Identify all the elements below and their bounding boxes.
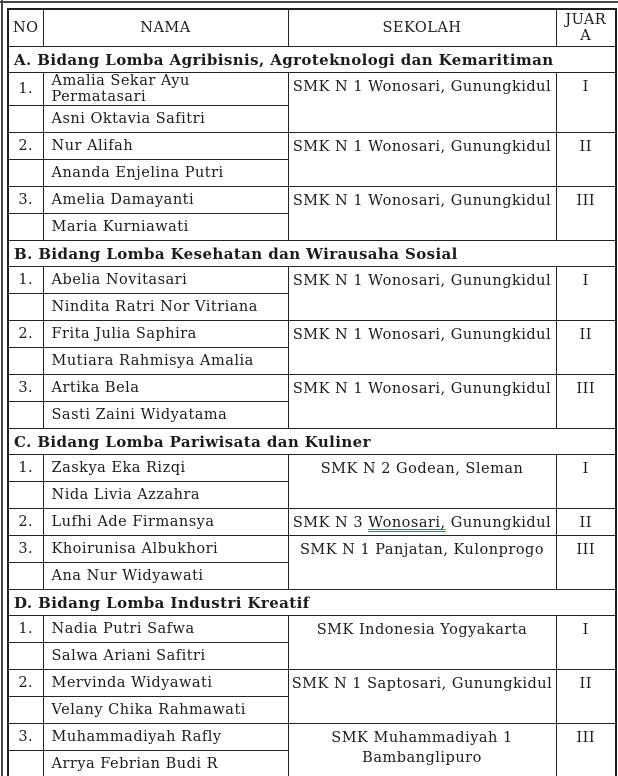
school-cell xyxy=(288,670,556,724)
school-cell xyxy=(288,375,556,429)
no-cell xyxy=(8,348,43,375)
name-cell: Maria Kurniawati xyxy=(43,214,288,241)
name-cell: Ana Nur Widyawati xyxy=(43,563,288,590)
name-cell: Zaskya Eka Rizqi xyxy=(43,455,288,482)
winner-row xyxy=(8,536,616,563)
section-title: C. Bidang Lomba Pariwisata dan Kuliner xyxy=(8,429,616,455)
school-text: SMK N 1 Saptosari, Gunungkidul xyxy=(291,676,553,692)
section-row xyxy=(8,590,616,616)
school-cell xyxy=(288,536,556,590)
school-cell xyxy=(288,187,556,241)
school-text: SMK N 1 Wonosari, Gunungkidul xyxy=(292,79,552,95)
no-cell: 2. xyxy=(8,133,43,160)
no-cell: 3. xyxy=(8,724,43,751)
section-row xyxy=(8,429,616,455)
juara-cell: I xyxy=(556,73,616,133)
school-text: SMK N 3 xyxy=(292,515,369,531)
juara-cell: I xyxy=(556,455,616,509)
name-cell: Artika Bela xyxy=(43,375,288,402)
winner-row xyxy=(8,724,616,751)
table-header-row xyxy=(8,9,616,47)
no-cell: 1. xyxy=(8,73,43,106)
winner-row xyxy=(8,321,616,348)
grammar-marked-word: Wonosari, xyxy=(368,515,446,531)
name-cell: Ananda Enjelina Putri xyxy=(43,160,288,187)
name-cell: Salwa Ariani Safitri xyxy=(43,643,288,670)
juara-cell: III xyxy=(556,724,616,776)
juara-cell: III xyxy=(556,187,616,241)
section-title: A. Bidang Lomba Agribisnis, Agroteknologi dan Kemaritiman xyxy=(8,47,616,73)
no-cell xyxy=(8,160,43,187)
no-cell: 2. xyxy=(8,321,43,348)
winner-row xyxy=(8,375,616,402)
name-cell: Nindita Ratri Nor Vitriana xyxy=(43,294,288,321)
winner-row xyxy=(8,509,616,536)
name-cell: Nida Livia Azzahra xyxy=(43,482,288,509)
school-cell xyxy=(288,73,556,133)
school-cell xyxy=(288,509,556,536)
name-cell: Khoirunisa Albukhori xyxy=(43,536,288,563)
column-header-label: A xyxy=(580,28,592,44)
school-text: SMK N 1 Wonosari, Gunungkidul xyxy=(292,273,552,289)
school-text: Bambanglipuro xyxy=(362,750,482,766)
page-frame-top-line xyxy=(0,1,618,3)
column-header-label: SEKOLAH xyxy=(382,20,462,36)
juara-cell: I xyxy=(556,267,616,321)
school-cell xyxy=(288,455,556,509)
no-cell: 1. xyxy=(8,455,43,482)
name-cell: Lufhi Ade Firmansya xyxy=(43,509,288,536)
winner-row xyxy=(8,616,616,643)
school-text: Gunungkidul xyxy=(445,515,552,531)
no-cell: 1. xyxy=(8,267,43,294)
column-header-label: NAMA xyxy=(140,20,191,36)
name-cell: Asni Oktavia Safitri xyxy=(43,106,288,133)
column-header-juara xyxy=(556,9,616,47)
no-cell: 3. xyxy=(8,187,43,214)
name-cell: Mervinda Widyawati xyxy=(43,670,288,697)
school-text: SMK N 1 Wonosari, Gunungkidul xyxy=(292,327,552,343)
no-cell xyxy=(8,751,43,776)
name-cell: Amalia Sekar Ayu Permatasari xyxy=(43,73,288,106)
name-cell: Sasti Zaini Widyatama xyxy=(43,402,288,429)
school-cell xyxy=(288,321,556,375)
section-title: D. Bidang Lomba Industri Kreatif xyxy=(8,590,616,616)
table-head xyxy=(8,9,616,47)
no-cell xyxy=(8,697,43,724)
section-row xyxy=(8,241,616,267)
no-cell xyxy=(8,402,43,429)
juara-cell: II xyxy=(556,321,616,375)
no-cell xyxy=(8,482,43,509)
column-header-label: NO xyxy=(12,20,39,36)
column-header-no xyxy=(8,9,43,47)
school-cell xyxy=(288,133,556,187)
school-text: SMK N 1 Panjatan, Kulonprogo xyxy=(299,542,545,558)
name-cell: Frita Julia Saphira xyxy=(43,321,288,348)
no-cell: 2. xyxy=(8,670,43,697)
juara-cell: II xyxy=(556,133,616,187)
name-cell: Muhammadiyah Rafly xyxy=(43,724,288,751)
school-text: SMK N 2 Godean, Sleman xyxy=(320,461,524,477)
winner-row xyxy=(8,670,616,697)
school-cell xyxy=(288,616,556,670)
section-title: B. Bidang Lomba Kesehatan dan Wirausaha Sosial xyxy=(8,241,616,267)
no-cell xyxy=(8,643,43,670)
no-cell: 3. xyxy=(8,375,43,402)
juara-cell: III xyxy=(556,536,616,590)
results-table xyxy=(7,8,617,776)
school-text: SMK N 1 Wonosari, Gunungkidul xyxy=(292,139,552,155)
name-cell: Nadia Putri Safwa xyxy=(43,616,288,643)
winner-row xyxy=(8,267,616,294)
name-cell: Nur Alifah xyxy=(43,133,288,160)
no-cell xyxy=(8,214,43,241)
no-cell xyxy=(8,106,43,133)
school-text: SMK N 1 Wonosari, Gunungkidul xyxy=(292,381,552,397)
page-frame-left-line xyxy=(1,0,3,776)
winner-row xyxy=(8,187,616,214)
juara-cell: II xyxy=(556,670,616,724)
winner-row xyxy=(8,133,616,160)
name-cell: Velany Chika Rahmawati xyxy=(43,697,288,724)
winner-row xyxy=(8,455,616,482)
school-text: SMK Indonesia Yogyakarta xyxy=(316,622,528,638)
school-text: SMK Muhammadiyah 1 xyxy=(331,730,513,746)
column-header-label: JUAR xyxy=(565,12,607,28)
no-cell xyxy=(8,563,43,590)
no-cell: 2. xyxy=(8,509,43,536)
juara-cell: III xyxy=(556,375,616,429)
school-cell xyxy=(288,267,556,321)
no-cell: 1. xyxy=(8,616,43,643)
table-body xyxy=(8,47,616,776)
no-cell xyxy=(8,294,43,321)
school-cell xyxy=(288,724,556,776)
column-header-nama xyxy=(43,9,288,47)
column-header-sekolah xyxy=(288,9,556,47)
school-text: SMK N 1 Wonosari, Gunungkidul xyxy=(292,193,552,209)
no-cell: 3. xyxy=(8,536,43,563)
name-cell: Abelia Novitasari xyxy=(43,267,288,294)
section-row xyxy=(8,47,616,73)
juara-cell: II xyxy=(556,509,616,536)
juara-cell: I xyxy=(556,616,616,670)
winner-row xyxy=(8,73,616,106)
name-cell: Amelia Damayanti xyxy=(43,187,288,214)
name-cell: Mutiara Rahmisya Amalia xyxy=(43,348,288,375)
name-cell: Arrya Febrian Budi R xyxy=(43,751,288,776)
